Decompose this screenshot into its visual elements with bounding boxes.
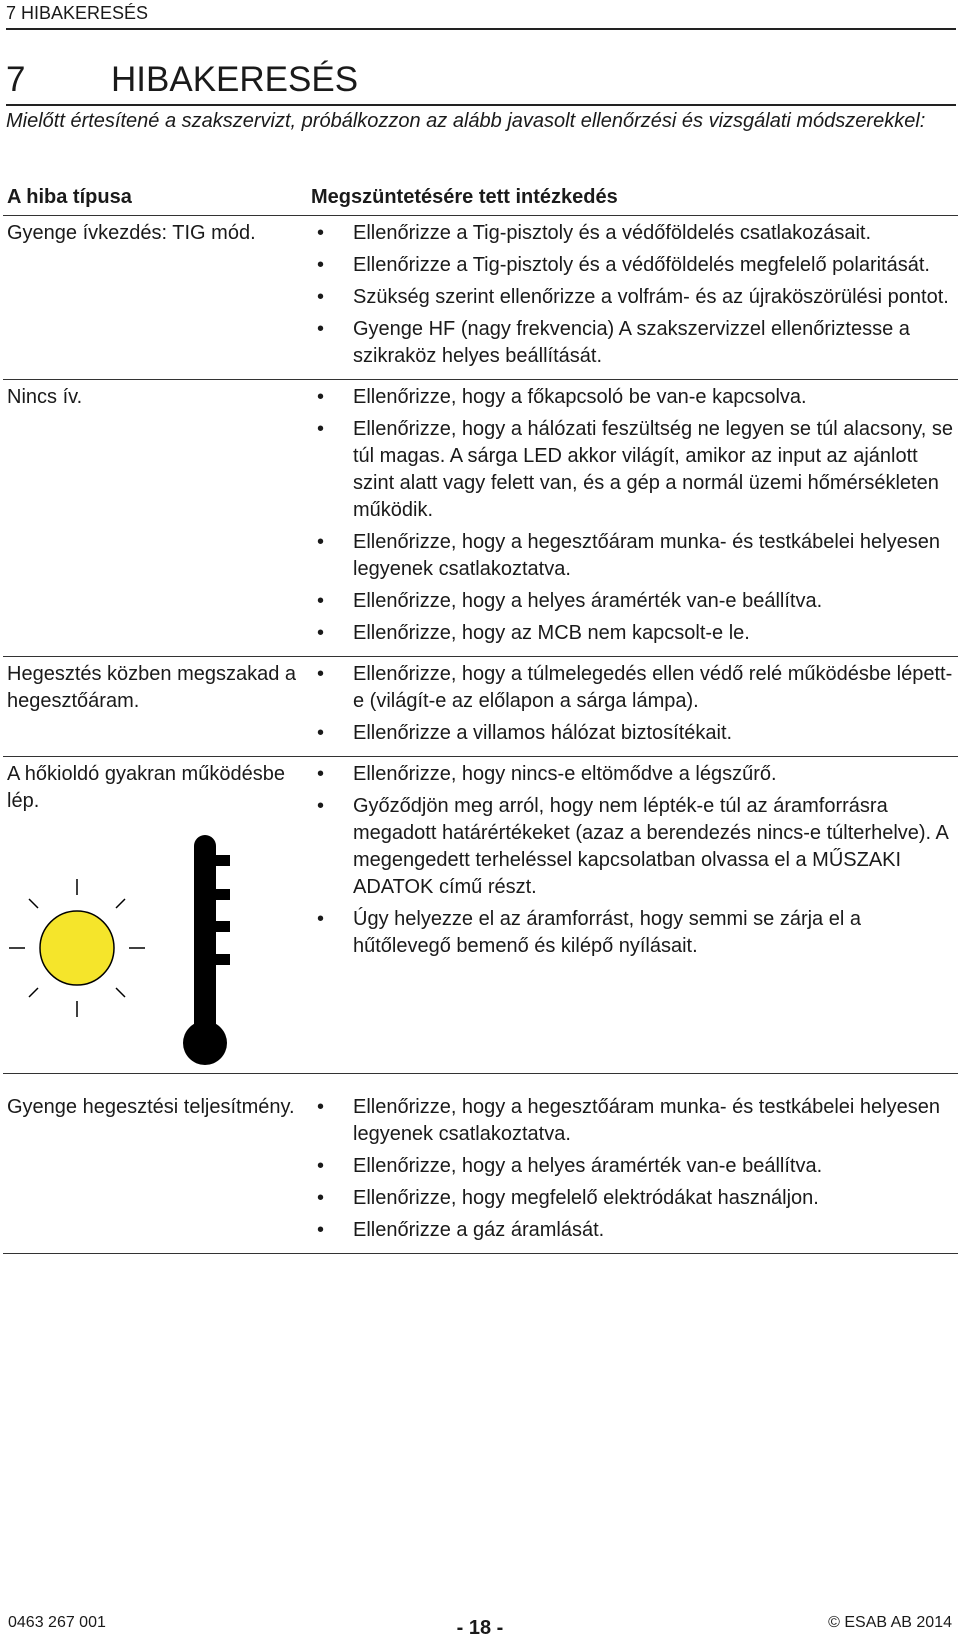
intro-text: Mielőtt értesítené a szakszervizt, próbálkozzon az alább javasolt ellenőrzési és vizsgálati módszerekkel: bbox=[6, 110, 926, 132]
troubleshooting-table bbox=[3, 179, 958, 1254]
action-item: • Ellenőrizze a Tig-pisztoly és a védőföldelés megfelelő polaritását. bbox=[311, 252, 954, 279]
column-header-action: Megszüntetésére tett intézkedés bbox=[307, 179, 958, 216]
action-item: • Ellenőrizze, hogy a helyes áramérték van-e beállítva. bbox=[311, 1153, 954, 1180]
action-item: • Győződjön meg arról, hogy nem lépték-e túl az áramforrásra megadott határértékeket (azaz a berendezés nincs-e túlterhelve). A megengedett terheléssel kapcsolatban olvassa el a MŰSZAKI ADATOK című részt. bbox=[311, 793, 954, 901]
actions-cell bbox=[307, 216, 958, 380]
copyright: © ESAB AB 2014 bbox=[828, 1614, 952, 1631]
action-list bbox=[311, 761, 954, 960]
action-list bbox=[311, 661, 954, 747]
section-number: 7 bbox=[6, 60, 26, 99]
action-list bbox=[311, 1094, 954, 1244]
action-item: • Ellenőrizze, hogy megfelelő elektródákat használjon. bbox=[311, 1185, 954, 1212]
action-item: • Ellenőrizze, hogy a hegesztőáram munka- és testkábelei helyesen legyenek csatlakoztatva. bbox=[311, 529, 954, 583]
table-row bbox=[3, 216, 958, 380]
cause-cell: Gyenge hegesztési teljesítmény. bbox=[3, 1074, 307, 1254]
section-title: HIBAKERESÉS bbox=[111, 60, 359, 99]
table-row bbox=[3, 657, 958, 757]
table-row bbox=[3, 1074, 958, 1254]
section-heading bbox=[6, 58, 956, 106]
actions-cell bbox=[307, 1074, 958, 1254]
action-list bbox=[311, 220, 954, 370]
action-item: • Ellenőrizze, hogy a főkapcsoló be van-e kapcsolva. bbox=[311, 384, 954, 411]
actions-cell bbox=[307, 657, 958, 757]
table-row bbox=[3, 380, 958, 657]
table-header-row bbox=[3, 179, 958, 216]
thermal-icons bbox=[7, 823, 303, 1073]
cause-cell bbox=[3, 757, 307, 1074]
action-item: • Ellenőrizze, hogy a hegesztőáram munka- és testkábelei helyesen legyenek csatlakoztatva. bbox=[311, 1094, 954, 1148]
action-item: • Ellenőrizze, hogy a helyes áramérték van-e beállítva. bbox=[311, 588, 954, 615]
action-item: • Ellenőrizze a villamos hálózat biztosítékait. bbox=[311, 720, 954, 747]
page-number: - 18 - bbox=[456, 1617, 504, 1639]
action-item: • Ellenőrizze, hogy a hálózati feszültség ne legyen se túl alacsony, se túl magas. A sárga LED akkor világít, amikor az input az ajánlott szint alatt vagy felett van, és a gép a normál üzemi hőmérsékleten működik. bbox=[311, 416, 954, 524]
action-item: • Szükség szerint ellenőrizze a volfrám- és az újraköszörülési pontot. bbox=[311, 284, 954, 311]
actions-cell bbox=[307, 380, 958, 657]
thermal-illustration bbox=[7, 823, 287, 1073]
actions-cell bbox=[307, 757, 958, 1074]
cause-cell: Gyenge ívkezdés: TIG mód. bbox=[3, 216, 307, 380]
cause-text: A hőkioldó gyakran működésbe lép. bbox=[7, 763, 285, 812]
action-item: • Ellenőrizze a Tig-pisztoly és a védőföldelés csatlakozásait. bbox=[311, 220, 954, 247]
action-item: • Ellenőrizze a gáz áramlását. bbox=[311, 1217, 954, 1244]
action-item: • Gyenge HF (nagy frekvencia) A szakszervizzel ellenőriztesse a szikraköz helyes beállítását. bbox=[311, 316, 954, 370]
table-row bbox=[3, 757, 958, 1074]
action-item: • Úgy helyezze el az áramforrást, hogy semmi se zárja el a hűtőlevegő bemenő és kilépő nyílásait. bbox=[311, 906, 954, 960]
action-item: • Ellenőrizze, hogy az MCB nem kapcsolt-e le. bbox=[311, 620, 954, 647]
sun-icon bbox=[9, 879, 145, 1017]
thermometer-icon bbox=[183, 835, 230, 1065]
action-item: • Ellenőrizze, hogy a túlmelegedés ellen védő relé működésbe lépett-e (világít-e az előlapon a sárga lámpa). bbox=[311, 661, 954, 715]
document-number: 0463 267 001 bbox=[8, 1614, 106, 1631]
cause-cell: Hegesztés közben megszakad a hegesztőáram. bbox=[3, 657, 307, 757]
action-item: • Ellenőrizze, hogy nincs-e eltömődve a légszűrő. bbox=[311, 761, 954, 788]
action-list bbox=[311, 384, 954, 647]
column-header-cause: A hiba típusa bbox=[3, 179, 307, 216]
running-header: 7 HIBAKERESÉS bbox=[6, 3, 956, 30]
cause-cell: Nincs ív. bbox=[3, 380, 307, 657]
